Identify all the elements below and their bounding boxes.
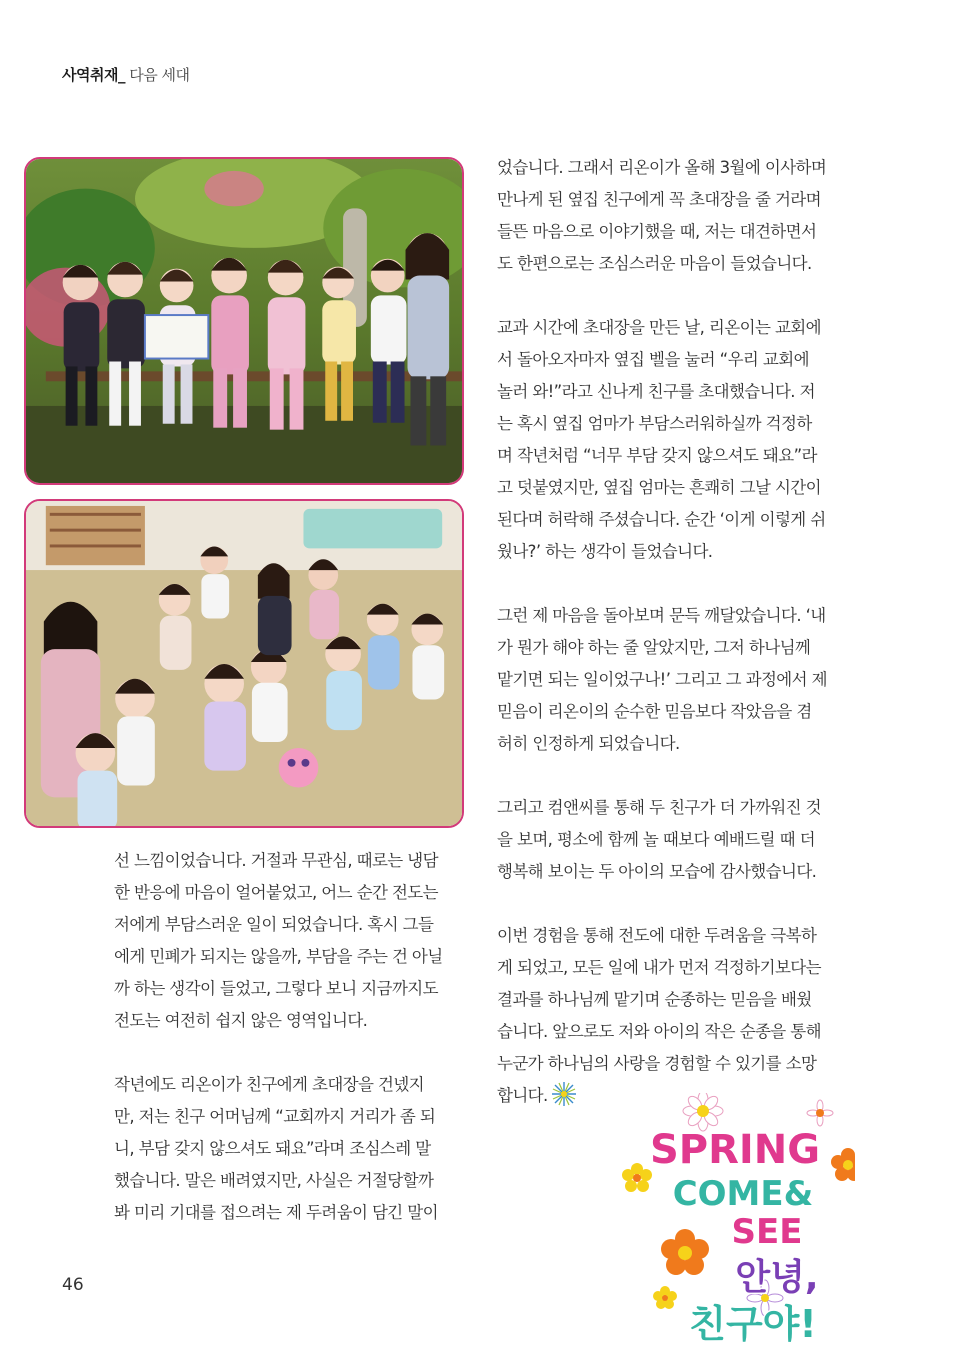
- paragraph: 선 느낌이었습니다. 거절과 무관심, 때로는 냉담 한 반응에 마음이 얼어붙었고, 어느 순간 전도는 저에게 부담스러운 일이 되었습니다. 혹시 그들 에게 민폐가 되지는 않을까, 부담을 주는 건 아닐 까 하는 생각이 들었고, 그렇다 보니 지금까지도 전도는 여전히 쉽지 않은 영역입니다.: [114, 851, 443, 1030]
- section-subtitle: 다음 세대: [124, 66, 190, 84]
- photo-children-outdoor-image: [26, 159, 462, 483]
- logo-line-2: COME&: [672, 1174, 814, 1214]
- logo-line-3: SEE: [731, 1212, 803, 1252]
- spring-come-and-see-logo: [615, 1093, 855, 1351]
- section-title: 사역취재_: [62, 66, 125, 84]
- paragraph: 그리고 컴앤씨를 통해 두 친구가 더 가까워진 것 을 보며, 평소에 함께 놀 때보다 예배드릴 때 더 행복해 보이는 두 아이의 모습에 감사했습니다.: [497, 798, 821, 881]
- spring-come-and-see-logo-art: [615, 1093, 855, 1351]
- daisy-icon: [683, 1093, 833, 1131]
- article-left-column: [114, 845, 470, 1261]
- photo-children-classroom-image: [26, 501, 462, 826]
- page-number: 46: [62, 1275, 84, 1295]
- logo-line-5: 친구야!: [689, 1302, 817, 1346]
- paragraph: 었습니다. 그래서 리온이가 올해 3월에 이사하며 만나게 된 옆집 친구에게 꼭 초대장을 줄 거라며 들뜬 마음으로 이야기했을 때, 저는 대견하면서 도 한편으로는 조심스러운 마음이 들었습니다.: [497, 158, 827, 273]
- sparkle-burst-icon: [550, 1080, 578, 1108]
- photo-children-classroom: [24, 499, 464, 828]
- paragraph: 이번 경험을 통해 전도에 대한 두려움을 극복하 게 되었고, 모든 일에 내가 먼저 걱정하기보다는 결과를 하나님께 맡기며 순종하는 믿음을 배웠 습니다. 앞으로도 저와 아이의 작은 순종을 통해 누군가 하나님의 사랑을 경험할 수 있기를 소망 합니다.: [497, 926, 821, 1105]
- photo-children-outdoor: [24, 157, 464, 485]
- paragraph: 교과 시간에 초대장을 만든 날, 리온이는 교회에 서 돌아오자마자 옆집 벨을 눌러 “우리 교회에 놀러 와!”라고 신나게 친구를 초대했습니다. 저 는 혹시 옆집 엄마가 부담스러워하실까 걱정하 며 작년처럼 “너무 부담 갖지 않으셔도 돼요”라 고 덧붙였지만, 옆집 엄마는 흔쾌히 그날 시간이 된다며 허락해 주셨습니다. 순간 ‘이게 이렇게 쉬 웠나?’ 하는 생각이 들었습니다.: [497, 318, 826, 561]
- logo-line-4: 안녕,: [735, 1257, 819, 1298]
- logo-line-1: SPRING: [649, 1127, 821, 1173]
- paragraph: 작년에도 리온이가 친구에게 초대장을 건넸지 만, 저는 친구 어머님께 “교회까지 거리가 좀 되 니, 부담 갖지 않으셔도 돼요”라며 조심스레 말 했습니다. 말은 배려였지만, 사실은 거절당할까 봐 미리 기대를 접으려는 제 두려움이 담긴 말이: [114, 1075, 438, 1222]
- section-header: [62, 64, 189, 85]
- paragraph: 그런 제 마음을 돌아보며 문득 깨달았습니다. ‘내 가 뭔가 해야 하는 줄 알았지만, 그저 하나님께 맡기면 되는 일이었구나!’ 그리고 그 과정에서 제 믿음이 리온이의 순수한 믿음보다 작았음을 겸 허히 인정하게 되었습니다.: [497, 606, 827, 753]
- article-right-column: [497, 152, 853, 1112]
